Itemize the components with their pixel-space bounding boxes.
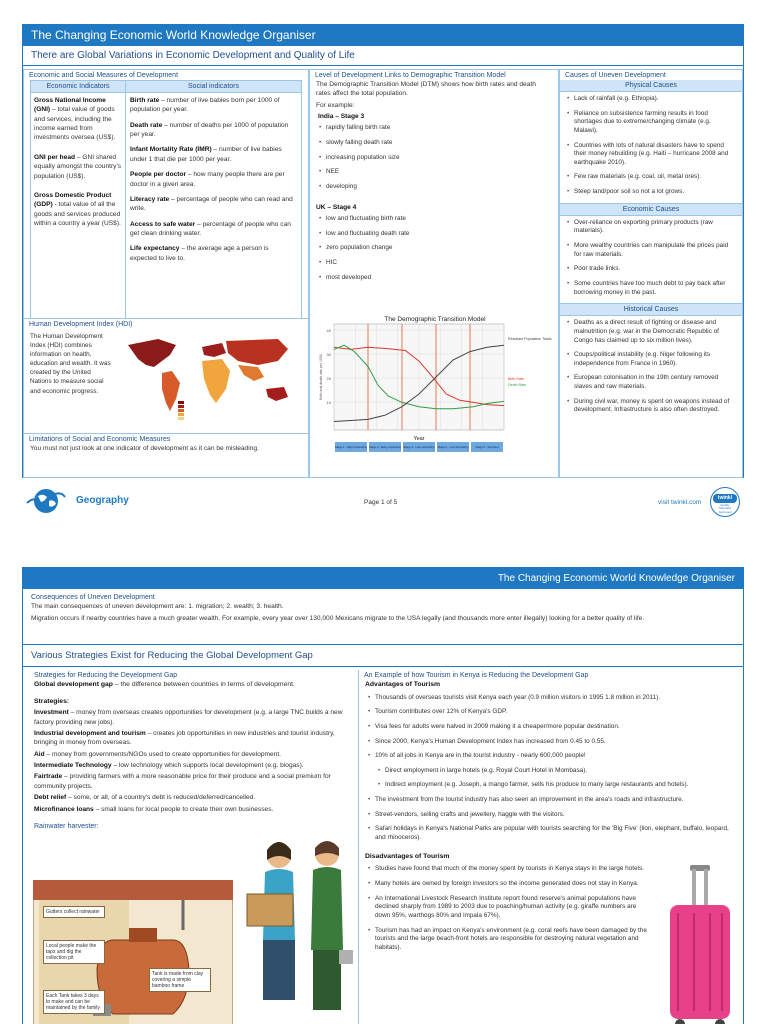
physical-cause: • Countries with lots of natural disasters have to spend their money rebuilding (e.g. Haiti – hurricane 2008 and earthquake 2010). <box>566 142 736 168</box>
dtm-example: For example: <box>316 101 355 109</box>
advantage-item: • Since 2000, Kenya's Human Development Index has increased from 0.45 to 0.55. <box>367 738 735 747</box>
strategy-item <box>34 772 353 791</box>
dtm-chart <box>316 314 554 478</box>
social-indicator-term: Life expectancy <box>130 245 180 253</box>
economic-indicator-definition: – total value of goods and services, including the income earned from investments oversea (US$). <box>34 106 116 142</box>
disadvantage-item: • An International Livestock Research Institute report found reserve's animal populations have declined sharply from 1989 to 2003 due to poaching/human activity (e.g. giraffe numbers are down 95%, warthogs 80% and impala 67%). <box>367 895 651 921</box>
social-indicator-definition: – the average age a person is expected to live to. <box>130 245 269 262</box>
rainwater-title: Rainwater harvester: <box>34 822 99 830</box>
limitations-heading: Limitations of Social and Economic Measures <box>29 436 171 443</box>
strategy-item-definition: – providing farmers with a more reasonable price for their produce and a social premium for community projects. <box>34 773 331 790</box>
stage-label: Stage 1 - High Fluctuating <box>334 445 368 449</box>
people-carrying-box-illustration <box>241 830 359 1024</box>
social-indicator-definition: – number of live babies born per 1000 of population per year. <box>130 97 280 114</box>
social-indicator-definition: – how many people there are per doctor in a given area. <box>130 171 285 188</box>
legend-population: Resultant Population Totals <box>508 337 552 341</box>
site-link[interactable]: visit twinkl.com <box>658 499 702 506</box>
rainwater-label: Tank is made from clay covering a simple bamboo frame <box>149 968 211 992</box>
legend-birth-rate: Birth Rate <box>508 377 524 381</box>
historical-cause: • Coups/political instability (e.g. Niger following its independence from France in 1960). <box>566 351 736 368</box>
globe-icon <box>25 487 67 515</box>
physical-cause: • Few raw materials (e.g. coal, oil, metal ores). <box>566 173 736 182</box>
strategies-subtitle: Various Strategies Exist for Reducing the Global Development Gap <box>23 645 743 667</box>
social-column <box>126 81 301 319</box>
india-point: • NEE <box>318 168 550 177</box>
economic-cause: • More wealthy countries can manipulate the prices paid for raw materials. <box>566 242 736 259</box>
social-indicator-term: Infant Mortality Rate (IMR) <box>130 146 212 154</box>
social-indicator-term: Literacy rate <box>130 195 170 203</box>
social-indicator-definition: – percentage of people who can read and write. <box>130 195 293 213</box>
social-indicator <box>130 121 297 140</box>
strategy-item <box>34 729 353 748</box>
economic-header: Economic Indicators <box>31 81 125 93</box>
kenya-heading: An Example of how Tourism in Kenya is Reducing the Development Gap <box>364 672 589 679</box>
disadvantages-list <box>359 861 659 952</box>
strategy-item-definition: – creates job opportunities in new industries and tourist industry, bringing in money from overseas. <box>34 730 335 747</box>
physical-cause: • Lack of rainfall (e.g. Ethiopia). <box>566 95 736 104</box>
physical-causes-list <box>560 92 742 197</box>
historical-causes-header: Historical Causes <box>560 303 742 316</box>
uk-point: • most developed <box>318 274 550 283</box>
page-title: The Changing Economic World Knowledge Organiser <box>23 25 743 46</box>
economic-indicator-term: GNI per head <box>34 153 76 161</box>
strategy-item-definition: – money from governments/NGOs used to create opportunities for development. <box>44 750 282 758</box>
uk-list <box>310 212 558 282</box>
economic-column <box>31 81 126 319</box>
social-indicator <box>130 96 297 115</box>
gap-def: – the difference between countries in terms of development. <box>112 681 295 688</box>
physical-cause: • Steep land/poor soil so not a lot grows. <box>566 188 736 197</box>
hdi-heading: Human Development Index (HDI) <box>29 321 133 328</box>
section-subtitle: There are Global Variations in Economic Development and Quality of Life <box>23 46 743 66</box>
advantages-title: Advantages of Tourism <box>365 681 441 688</box>
page-number: Page 1 of 5 <box>364 499 398 506</box>
consequences-panel <box>23 589 743 645</box>
measures-panel <box>23 69 309 337</box>
hdi-world-map <box>118 331 304 431</box>
limitations-text: You must not just look at one indicator of development as it can be misleading. <box>30 445 259 452</box>
gap-definition <box>29 680 358 690</box>
social-indicator <box>130 244 297 263</box>
india-list <box>310 121 558 191</box>
suitcase-illustration <box>664 865 736 1024</box>
stage-label: Stage 3 - Late expanding <box>403 445 435 449</box>
dtm-heading: Level of Development Links to Demographic Transition Model <box>315 72 506 79</box>
causes-heading: Causes of Uneven Development <box>565 72 666 79</box>
measures-heading: Economic and Social Measures of Development <box>29 72 179 79</box>
economic-indicator-term: Gross Domestic Product (GDP) <box>34 191 112 209</box>
advantages-list <box>359 690 743 761</box>
strategy-item-definition: – some, or all, of a country's debt is reduced/deferred/cancelled. <box>66 794 256 802</box>
strategy-item-term: Investment <box>34 709 69 717</box>
twinkl-logo: twinkl <box>713 494 737 503</box>
disadvantage-item: • Many hotels are owned by foreign investors so the income generated does not stay in Kenya. <box>367 880 651 889</box>
strategies-heading: Strategies for Reducing the Development Gap <box>34 672 178 679</box>
rainwater-label: Gutters collect rainwater <box>43 906 105 918</box>
india-title: India – Stage 3 <box>318 113 365 121</box>
advantage-item: • Safari holidays in Kenya's National Parks are popular with tourists searching for the 'Big Five' (lion, elephant, buffalo, leopard, and rhinoceros). <box>367 825 735 842</box>
social-list <box>126 93 301 272</box>
india-point: • rapidly falling birth rate <box>318 124 550 133</box>
stage-label: Stage 2 - Early expanding <box>368 445 402 449</box>
employment-item: • Indirect employment (e.g. Joseph, a mango farmer, sells his produce to many large restaurants and hotels). <box>377 781 735 790</box>
consequences-line2: Migration occurs if nearby countries have a much greater wealth. For example, every year over 130,000 Mexicans migrate to the USA legally (and thousands more enter illegally) looking for a better quality of life. <box>31 615 645 623</box>
uk-point: • HIC <box>318 259 550 268</box>
advantage-item: • 10% of all jobs in Kenya are in the tourist industry - nearly 600,000 people! <box>367 752 735 761</box>
advantage-item: • Thousands of overseas tourists visit Kenya each year (0.9 million visitors in 1995 1.8 million in 2011). <box>367 694 735 703</box>
india-point: • developing <box>318 183 550 192</box>
economic-cause: • Some countries have too much debt to pay back after borrowing money in the past. <box>566 280 736 297</box>
social-indicator <box>130 195 297 214</box>
dtm-panel <box>309 69 559 478</box>
social-indicator-term: People per doctor <box>130 171 187 179</box>
strategy-item <box>34 805 353 814</box>
consequences-heading: Consequences of Uneven Development <box>31 594 155 601</box>
social-indicator-definition: – percentage of people who can get clean drinking water. <box>130 220 291 237</box>
strategy-item-term: Microfinance loans <box>34 805 94 813</box>
consequences-line1: The main consequences of uneven development are: 1. migration; 2. wealth; 3. health. <box>31 603 284 610</box>
physical-cause: • Reliance on subsistence farming results in food shortages due to extreme/changing climate (e.g. Malawi). <box>566 110 736 136</box>
uk-point: • low and fluctuating birth rate <box>318 215 550 224</box>
page-two <box>22 567 744 1024</box>
kenya-panel <box>359 670 743 1024</box>
social-indicator <box>130 170 297 189</box>
hdi-text: The Human Development Index (HDI) combines information on health, education and wealth. It was created by the United Nations to measure social and economic progress. <box>30 333 111 395</box>
economic-cause: • Poor trade links. <box>566 265 736 274</box>
economic-indicator-definition: - total value of all the goods and services produced within a country a year (US$). <box>34 201 121 227</box>
strategy-item-term: Industrial development and tourism <box>34 730 146 737</box>
gap-term: Global development gap <box>34 681 113 688</box>
social-indicator-definition: – number of deaths per 1000 of population per year. <box>130 121 289 139</box>
social-indicator <box>130 145 297 164</box>
physical-causes-header: Physical Causes <box>560 80 742 92</box>
quality-mark: Quality Standard Approved <box>718 503 732 514</box>
historical-cause: • European colonisation in the 19th century removed slaves and raw materials. <box>566 374 736 391</box>
y-tick-label: 40 <box>326 328 331 333</box>
page-title: The Changing Economic World Knowledge Organiser <box>23 568 743 589</box>
chart-title: The Demographic Transition Model <box>384 316 486 323</box>
advantage-item: • Tourism contributes over 12% of Kenya's GDP. <box>367 708 735 717</box>
causes-panel <box>559 69 743 478</box>
x-axis-label: Year <box>413 436 425 442</box>
y-axis-label: Birth and death rate per 1000 <box>319 354 323 400</box>
economic-indicator-definition: – GNI shared equally amongst the country's population (US$). <box>34 153 122 180</box>
rainwater-label: Each Tank takes 3 days to make and can be maintained by the family <box>43 990 105 1014</box>
page-one <box>22 24 744 478</box>
measures-table <box>30 80 302 320</box>
social-indicator-term: Birth rate <box>130 97 160 104</box>
economic-indicator-term: Gross National Income (GNI) <box>34 97 106 114</box>
rainwater-label: Local people make the taps and dig the collection pit <box>43 940 105 964</box>
subject-label: Geography <box>76 495 129 506</box>
economic-indicator <box>34 191 122 228</box>
advantage-item: • Visa fees for adults were halved in 2009 making it a cheaper/more popular destination. <box>367 723 735 732</box>
advantages-list-cont <box>359 796 743 843</box>
strategies-label: Strategies: <box>34 697 70 705</box>
strategy-item-definition: – money from overseas creates opportunities for development (e.g. a large TNC builds a new factory providing new jobs). <box>34 709 343 726</box>
twinkl-badge <box>710 487 740 517</box>
economic-cause: • Over-reliance on exporting primary products (raw materials). <box>566 219 736 236</box>
economic-causes-header: Economic Causes <box>560 203 742 216</box>
india-point: • slowly falling death rate <box>318 139 550 148</box>
employment-item: • Direct employment in large hotels (e.g. Royal Court Hotel in Mombasa). <box>377 767 735 776</box>
y-tick-label: 30 <box>326 352 331 357</box>
hdi-panel <box>23 318 309 436</box>
social-indicator <box>130 220 297 239</box>
page-footer <box>22 484 744 524</box>
disadvantage-item: • Studies have found that much of the money spent by tourists in Kenya stays in the large hotels. <box>367 865 651 874</box>
strategy-item <box>34 750 353 759</box>
economic-indicator <box>34 96 122 143</box>
stage-label: Stage 4 - Low fluctuating <box>437 445 469 449</box>
india-point: • increasing population size <box>318 154 550 163</box>
social-header: Social indicators <box>126 81 301 93</box>
limitations-panel <box>23 433 309 478</box>
strategy-item-term: Debt relief <box>34 794 67 802</box>
y-tick-label: 10 <box>326 400 331 405</box>
y-tick-label: 20 <box>326 376 331 381</box>
historical-cause: • During civil war, money is spent on weapons instead of development. Infrastructure is also often destroyed. <box>566 398 736 415</box>
strategy-item-term: Fairtrade <box>34 773 63 781</box>
historical-cause: • Deaths as a direct result of fighting or disease and malnutrition (e.g. war in the Democratic Republic of Congo has claimed up to six million lives). <box>566 319 736 345</box>
economic-indicator <box>34 153 122 181</box>
strategy-item-term: Intermediate Technology <box>34 762 112 770</box>
legend-death-rate: Death Rate <box>508 383 527 387</box>
stage-label: Stage 5 - Declined <box>475 445 499 449</box>
advantage-item: • Street-vendors, selling crafts and jewellery, haggle with the visitors. <box>367 811 735 820</box>
disadvantages-title: Disadvantages of Tourism <box>365 852 450 860</box>
strategy-item-definition: – low technology which supports local development (e.g. biogas). <box>111 762 304 770</box>
historical-causes-list <box>560 316 742 415</box>
strategies-panel <box>29 670 359 1024</box>
disadvantage-item: • Tourism has had an impact on Kenya's environment (e.g. coral reefs have been damaged by the tourists and the large beach-front hotels are responsible for destroying natural vegetation and habitats). <box>367 927 651 953</box>
uk-point: • low and fluctuating death rate <box>318 230 550 239</box>
strategy-item-definition: – small loans for local people to create their own businesses. <box>93 805 274 813</box>
employment-sublist <box>359 767 743 790</box>
strategies-list <box>29 708 358 814</box>
strategy-item <box>34 708 353 727</box>
strategy-item-term: Aid <box>34 750 45 758</box>
social-indicator-term: Access to safe water <box>130 220 196 228</box>
economic-list <box>31 93 125 241</box>
uk-point: • zero population change <box>318 244 550 253</box>
advantage-item: • The investment from the tourist industry has also seen an improvement in the area's roads and infrastructure. <box>367 796 735 805</box>
uk-title: UK – Stage 4 <box>316 203 357 211</box>
dtm-intro: The Demographic Transition Model (DTM) shows how birth rates and death rates affect the total population. <box>316 81 536 98</box>
social-indicator-term: Death rate <box>130 121 163 129</box>
strategy-item <box>34 793 353 802</box>
economic-causes-list <box>560 216 742 297</box>
strategy-item <box>34 761 353 770</box>
social-indicator-definition: – number of live babies under 1 that die per 1000 per year. <box>130 146 282 163</box>
